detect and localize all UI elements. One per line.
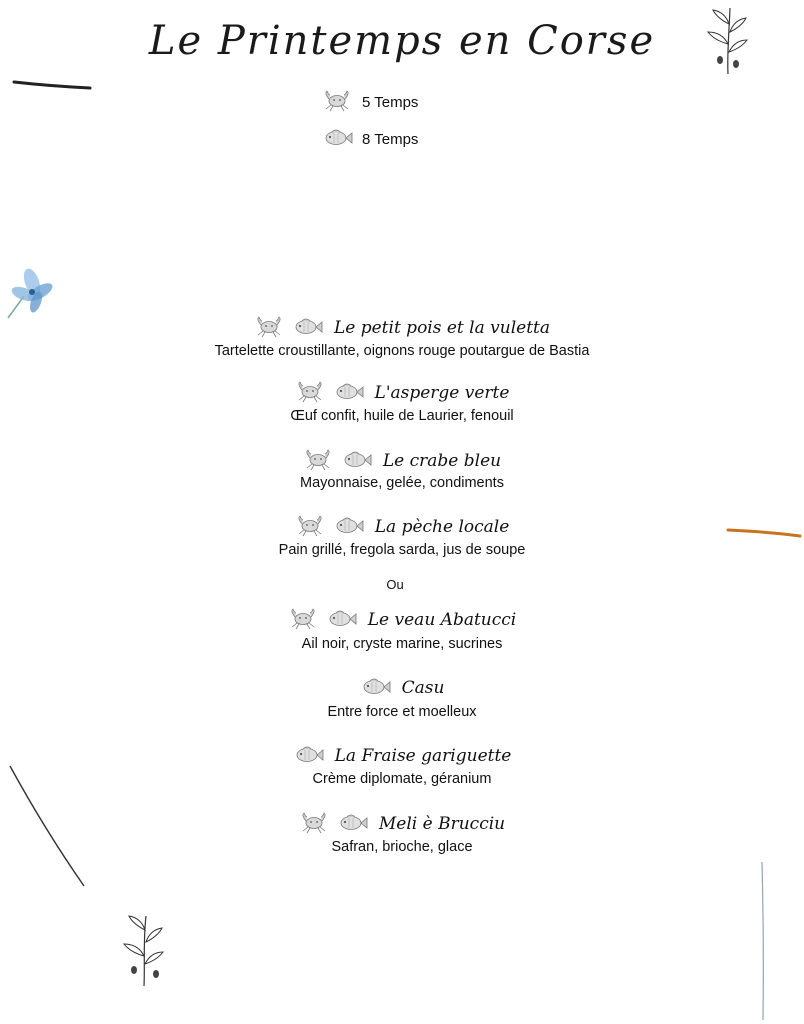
fish-icon [341, 449, 373, 473]
course-heading [0, 381, 804, 405]
course-heading [0, 449, 804, 473]
fish-icon [360, 676, 392, 700]
legend-item-5-temps [322, 89, 418, 115]
course-description: Entre force et moelleux [327, 704, 477, 720]
course-name: L'asperge verte [374, 383, 510, 403]
crab-icon [288, 608, 320, 632]
legend-label: 8 Temps [362, 130, 419, 148]
crab-icon [299, 812, 331, 836]
crab-icon [295, 515, 327, 539]
course-description: Tartelette croustillante, oignons rouge poutargue de Bastia [214, 343, 590, 359]
course-name: Le crabe bleu [382, 451, 502, 471]
fish-icon [333, 515, 365, 539]
crab-icon [254, 316, 286, 340]
course-name: La pèche locale [374, 517, 510, 537]
fish-icon [293, 744, 325, 768]
course-name: Meli è Brucciu [378, 814, 506, 834]
course-name: Le petit pois et la vuletta [333, 318, 550, 338]
course-heading [0, 608, 804, 632]
crab-icon [322, 90, 354, 114]
fish-icon [292, 316, 324, 340]
separator-or: Ou [386, 577, 404, 592]
fish-icon [322, 127, 354, 151]
course-heading [0, 744, 804, 768]
fish-icon [333, 381, 365, 405]
fish-icon [337, 812, 369, 836]
crab-icon [295, 381, 327, 405]
fish-icon [326, 608, 358, 632]
course-description: Œuf confit, huile de Laurier, fenouil [290, 408, 514, 424]
course-name: La Fraise gariguette [334, 746, 512, 766]
course-description: Mayonnaise, gelée, condiments [300, 475, 504, 491]
legend-item-8-temps [322, 126, 418, 152]
course-name: Le veau Abatucci [367, 610, 517, 630]
crab-icon [303, 449, 335, 473]
course-description: Ail noir, cryste marine, sucrines [301, 636, 503, 652]
course-heading [0, 515, 804, 539]
course-description: Pain grillé, fregola sarda, jus de soupe [278, 542, 526, 558]
legend-label: 5 Temps [362, 93, 419, 111]
course-heading [0, 812, 804, 836]
course-description: Safran, brioche, glace [331, 839, 473, 855]
course-description: Crème diplomate, géranium [312, 771, 492, 787]
course-heading [0, 316, 804, 340]
menu-title: Le Printemps en Corse [148, 18, 656, 64]
course-name: Casu [401, 678, 445, 698]
course-heading [0, 676, 804, 700]
